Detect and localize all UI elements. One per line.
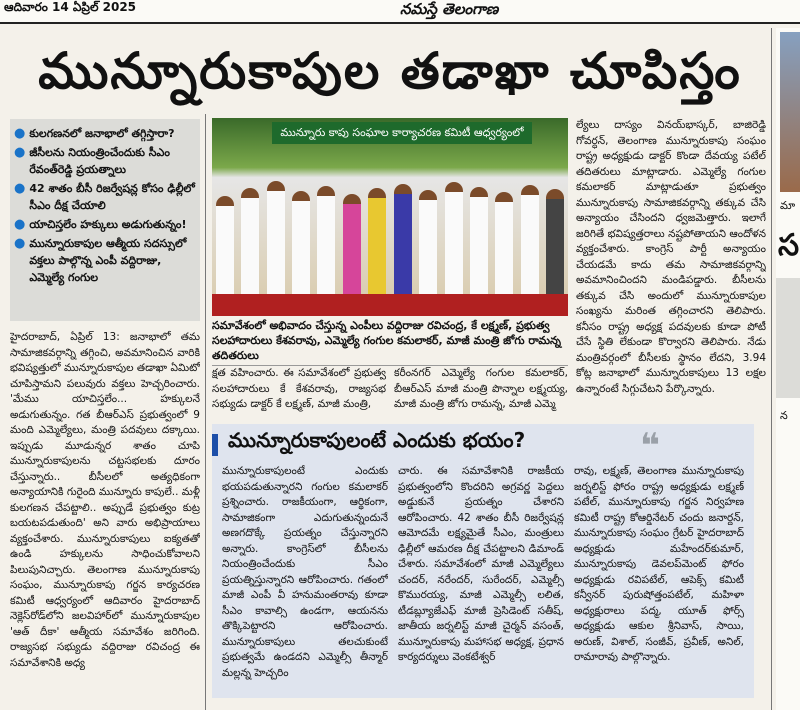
bullet-dot-icon: ● [14,236,26,251]
sidebar-box [212,424,754,698]
bullet-dot-icon: ● [14,181,26,196]
adjacent-body: న [780,409,788,422]
adjacent-headline: స [778,228,800,263]
page-divider [771,28,772,710]
adjacent-article-strip [776,28,800,710]
photo-caption: సమావేశంలో అభివాదం చేస్తున్న ఎంపీలు వద్దిరాజు రవిచంద్ర, కే లక్ష్మణ్, ప్రభుత్వ సలహాదారులు కేశవరావు, ఎమ్మెల్యే గంగుల కమలాకర్, మాజీ మంత్రి జోగు రామన్న తదితరులు [212,318,568,366]
box-column-3: రావు, లక్ష్మణ్, తెలంగాణ మున్నూరుకాపు జర్నలిస్ట్ ఫోరం రాష్ట్ర అధ్యక్షుడు లక్ష్మణ్ పటేల్, మున్నూరుకాపు గర్జన నిర్వహణ కమిటీ రాష్ట్ర కోఆర్డినేటర్ చందు జనార్దన్, మున్నూరుకాపు సంఘం గ్రేటర్ హైదరాబాద్ అధ్యక్షుడు మహేందర్‌కుమార్, మున్నూరుకాపు డెవలప్‌మెంట్ ఫోరం అధ్యక్షుడు రవిపటేల్, ఆపెక్స్ కమిటీ కన్వీనర్ పురుషోత్తంపటేల్, మహిళా అధ్యక్షురాలు పద్మ, యూత్ ఫోర్స్ అధ్యక్షుడు ఆకుల శ్రీనివాస్, సాయి, అరుణ్, విశాల్, సంజీవ్, ప్రవీణ్, అనిల్, రామారావు పాల్గొన్నారు. [574,465,744,663]
adjacent-bullets [776,278,800,398]
adjacent-text: మా [780,199,796,212]
photo-banner: మున్నూరు కాపు సంఘాల కార్యాచరణ కమిటీ ఆధ్వర్యంలో [272,122,532,144]
issue-date: ఆదివారం 14 ఏప్రిల్ 2025 [4,0,137,14]
box-column-2: చారు. ఈ సమావేశానికి రాజకీయ ప్రభుత్వంలోని కొందరిని అగ్రవర్ణ పెద్దలు అడ్డుకునే ప్రయత్నం చేశారని ఆరోపించారు. 42 శాతం బీసీ రిజర్వేషన్ల ఆమోదమే లక్ష్యమైతే సీఎం, మంత్రులు ఢిల్లీలో ఆమరణ దీక్ష చేపట్టాలని డిమాండ్ చేశారు. సమావేశంలో మాజీ ఎమ్మెల్యేలు చందర్, నరేందర్, సురేందర్, ఎమ్మెల్సీ కొమురయ్య, మాజీ ఎమ్మెల్సీ లలిత, టీడబ్ల్యూజేఎఫ్ మాజీ ప్రెసిడెంట్ సతీష్, జాతీయ జర్నలిస్ట్ మాజీ చైర్మన్ వసంత్, మున్నూరుకాపు మహాసభ అధ్యక్ష, ప్రధాన కార్యదర్శులు వెంకటేశ్వర్ [398,465,564,663]
headline: మున్నూరుకాపుల తడాఖా చూపిస్తం [38,42,742,100]
masthead: నమస్తే తెలంగాణ [400,0,499,18]
bullet-item: ● 42 శాతం బీసీ రిజర్వేషన్ల కోసం ఢిల్లీలో సీఎం దీక్ష చేయాలి [14,181,195,212]
box-title: మున్నూరుకాపులంటే ఎందుకు భయం? [228,428,526,452]
photo-stage [212,294,568,316]
article-column-3: కరీంనగర్ ఎమ్మెల్యే గంగుల కమలాకర్, బీఆర్ఎస్ మాజీ మంత్రి పొన్నాల లక్ష్మయ్య, మాజీ మంత్రి జోగు రామన్న, మాజీ ఎమ్మె [394,367,568,410]
bullet-item: ● జీసీలను నియంత్రించేందుకు సీఎం రేవంత్‌రెడ్డి ప్రయత్నాలు [14,145,170,176]
bullet-dot-icon: ● [14,126,26,141]
top-bar [0,0,800,24]
article-column-1: హైదరాబాద్, ఏప్రిల్ 13: జనాభాలో తమ సామాజికవర్గాన్ని తగ్గించి, అవమానించిన వారికి భవిష్యత్తులో మున్నూరుకాపుల తడాఖా ఏమిటో చూపిస్తామని పలువురు వక్తలు హెచ్చరించారు. 'మేము యాచిస్తలేం... హక్కులనే అడుగుతున్నం. గత బీఆర్ఎస్ ప్రభుత్వంలో 9 మంది ఎమ్మెల్యేలు, మంత్రి పదవులు దక్కాయి. ఇప్పుడు మూడున్నర శాతం చూపి మున్నూరుకాపులను చట్టసభలకు దూరం చేస్తున్నారు.. బీసీలలో అత్యధికంగా అన్యాయానికి గురైంది మున్నూరు కాపులే.. మళ్లీ కులగణన చేపట్టాలి.. అప్పుడే ప్రభుత్వం కుట్ర బయటపడుతుంది' అని వారు అభిప్రాయాలు వ్యక్తంచేశారు. మున్నూరుకాపులు ఐక్యతతో ఉండి హక్కులను సాధించుకోవాలని పిలుపునిచ్చారు. తెలంగాణ మున్నూరుకాపు సంఘం, మున్నూరుకాపు గర్జన కార్యచరణ కమిటీ ఆధ్వర్యంలో ఆదివారం హైదరాబాద్ నెక్లెస్‌రోడ్‌లోని జలవిహార్‌లో మున్నూరుకాపుల 'ఆత్ దీకా' ఆత్మీయ సమావేశం జరిగింది. రాజ్యసభ సభ్యుడు వద్దిరాజు రవిచంద్ర ఈ సమావేశానికి అధ్య [10,331,200,669]
quote-icon: ❝ [640,426,660,466]
event-photo [212,118,568,316]
bullet-box [10,119,200,321]
bullet-dot-icon: ● [14,217,26,232]
article-column-2: క్షత వహించారు. ఈ సమావేశంలో ప్రభుత్వ సలహాదారులు కే కేశవరావు, రాజ్యసభ సభ్యుడు డాక్టర్ కే లక్ష్మణ్, మాజీ మంత్రి, [212,367,386,410]
bullet-item: ● యాచిస్తలేం హక్కులు అడుగుతున్నం! [14,217,187,232]
box-title-bar [212,434,218,456]
article-column-4: ల్యేలు దాస్యం వినయ్‌భాస్కర్, బాజిరెడ్డి గోవర్ధన్, తెలంగాణ మున్నూరుకాపు సంఘం రాష్ట్ర అధ్యక్షుడు డాక్టర్ కొండా దేవయ్య పటేల్ తదితరులు మాట్లాడారు. ఎమ్మెల్యే గంగుల కమలాకర్ మాట్లాడుతూ ప్రభుత్వం మున్నూరుకాపు సామాజికవర్గాన్ని తక్కువ చేసి అన్యాయం చేసిందని ధ్వజమెత్తారు. ఇలాగే జరిగితే భవిష్యత్తరాలు నష్టపోతాయని ఆందోళన వ్యక్తంచేశారు. కాంగ్రెస్ పార్టీ అన్యాయం చేయడమే కాదు తమ సామాజికవర్గాన్ని అవమానించిందని మండిపడ్డారు. బీసీలను తక్కువ చేసి అందులో మున్నూరుకాపుల సంఖ్యను మరింత తగ్గించారని తెలిపారు. కనీసం రాష్ట్ర అధ్యక్ష పదవులకు కూడా పోటీ చేసే స్థితి లేకుండా కొర్వారని తెలిపారు. నేడు మంత్రివర్గంలో బీసీలకు స్థానం లేదని, 3.94 కోట్ల జనాభాలో మున్నూరుకాపులు 13 లక్షల ఉన్నారంటే సిగ్గుచేటని పేర్కొన్నారు. [576,119,766,395]
bullet-item: ● కులగణనలో జనాభాలో తగ్గిస్తారా? [14,126,175,141]
adjacent-photo [780,32,800,192]
box-column-1: మున్నూరుకాపులంటే ఎందుకు భయపడుతున్నారని గంగుల కమలాకర్ ప్రశ్నించారు. రాజకీయంగా, ఆర్థికంగా, సామాజికంగా ఎదుగుతున్నందునే అణగదొక్కే ప్రయత్నం చేస్తున్నారని అన్నారు. కాంగ్రెస్‌లో బీసీలను నియంత్రించేందుకు సీఎం ప్రయత్నిస్తున్నారని ఆరోపించారు. గతంలో మాజీ ఎంపీ వీ హనుమంతరావు కూడా సీఎం కావాల్సి ఉండగా, ఆయనను తొక్కిపెట్టారని ఆరోపించారు. మున్నూరుకాపులు తలచుకుంటే ప్రభుత్వమే ఉండదని ఎమ్మెల్సీ తీన్మార్ మల్లన్న హెచ్చరిం [222,465,388,679]
bullet-item: ● మున్నూరుకాపుల ఆత్మీయ సదస్సులో వక్తలు పాల్గొన్న ఎంపీ వద్దిరాజు, ఎమ్మెల్యే గంగుల [14,236,187,284]
bullet-dot-icon: ● [14,145,26,160]
column-divider [205,114,206,710]
